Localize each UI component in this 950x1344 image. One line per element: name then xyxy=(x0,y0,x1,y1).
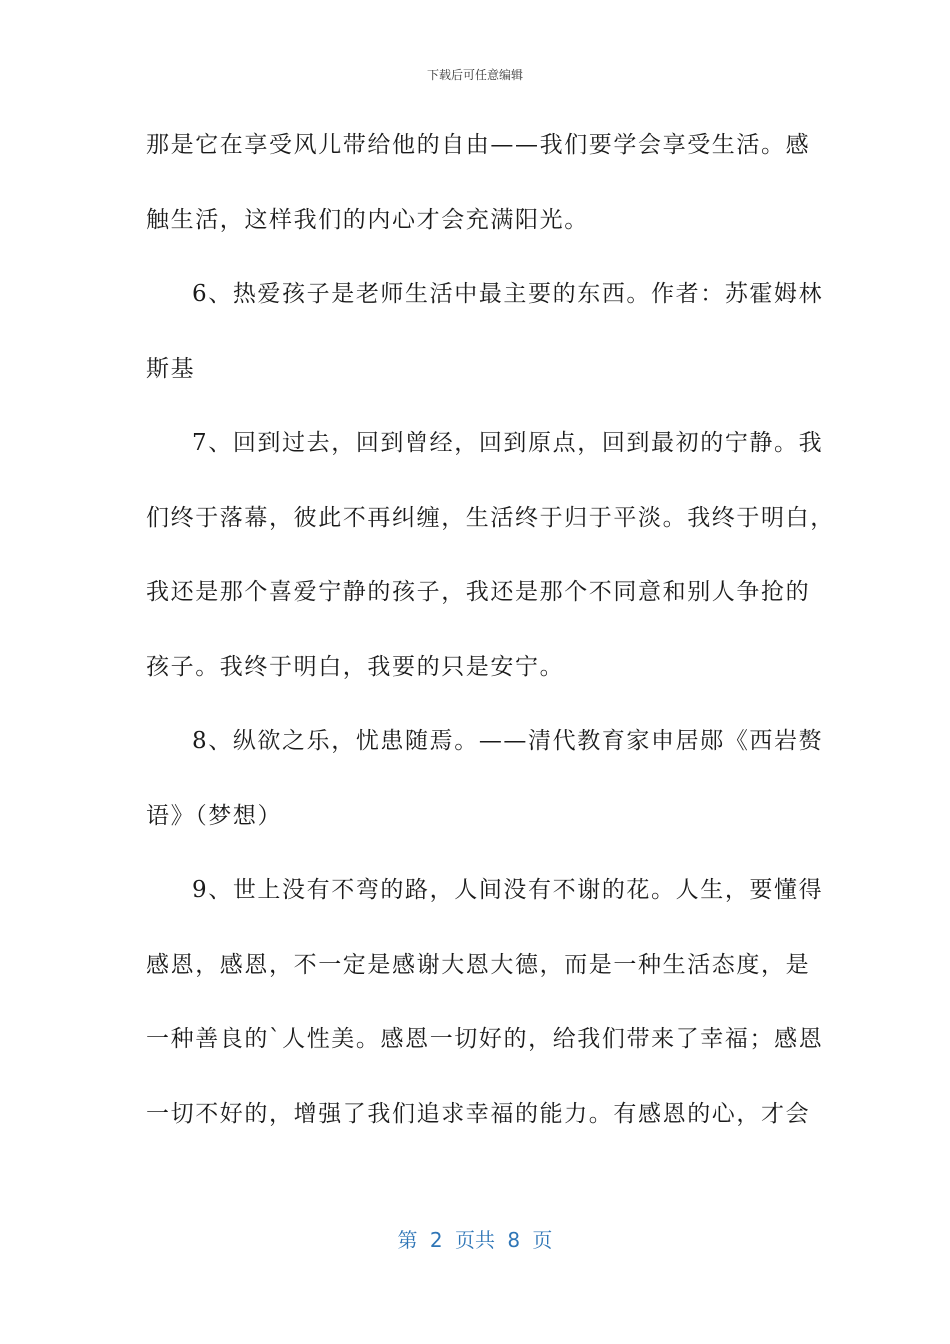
text-line: 语》（梦想） xyxy=(146,802,283,829)
text-line: 孩子。我终于明白，我要的只是安宁。 xyxy=(146,653,565,680)
text-line: 8、纵欲之乐，忧患随焉。——清代教育家申居郧《西岩赘 xyxy=(192,728,824,754)
text-line: 们终于落幕，彼此不再纠缠，生活终于归于平淡。我终于明白， xyxy=(146,504,835,531)
text-line: 那是它在享受风儿带给他的自由——我们要学会享受生活。感 xyxy=(146,132,811,158)
text-line: 斯基 xyxy=(146,355,196,382)
page-number-footer: 第 2 页共 8 页 xyxy=(397,1228,553,1252)
text-line: 感恩，感恩，不一定是感谢大恩大德，而是一种生活态度，是 xyxy=(146,951,811,978)
text-line: 我还是那个喜爱宁静的孩子，我还是那个不同意和别人争抢的 xyxy=(146,579,811,605)
text-line: 一切不好的，增强了我们追求幸福的能力。有感恩的心，才会 xyxy=(146,1100,811,1127)
text-line: 9、世上没有不弯的路，人间没有不谢的花。人生，要懂得 xyxy=(192,877,824,903)
document-body xyxy=(146,122,835,1165)
text-line: 6、热爱孩子是老师生活中最主要的东西。作者：苏霍姆林 xyxy=(192,281,824,307)
text-line: 一种善良的`人性美。感恩一切好的，给我们带来了幸福；感恩 xyxy=(146,1026,824,1052)
page-header: 下载后可任意编辑 xyxy=(426,68,523,82)
text-line: 7、回到过去，回到曾经，回到原点，回到最初的宁静。我 xyxy=(192,430,824,456)
text-line: 触生活，这样我们的内心才会充满阳光。 xyxy=(146,206,589,233)
